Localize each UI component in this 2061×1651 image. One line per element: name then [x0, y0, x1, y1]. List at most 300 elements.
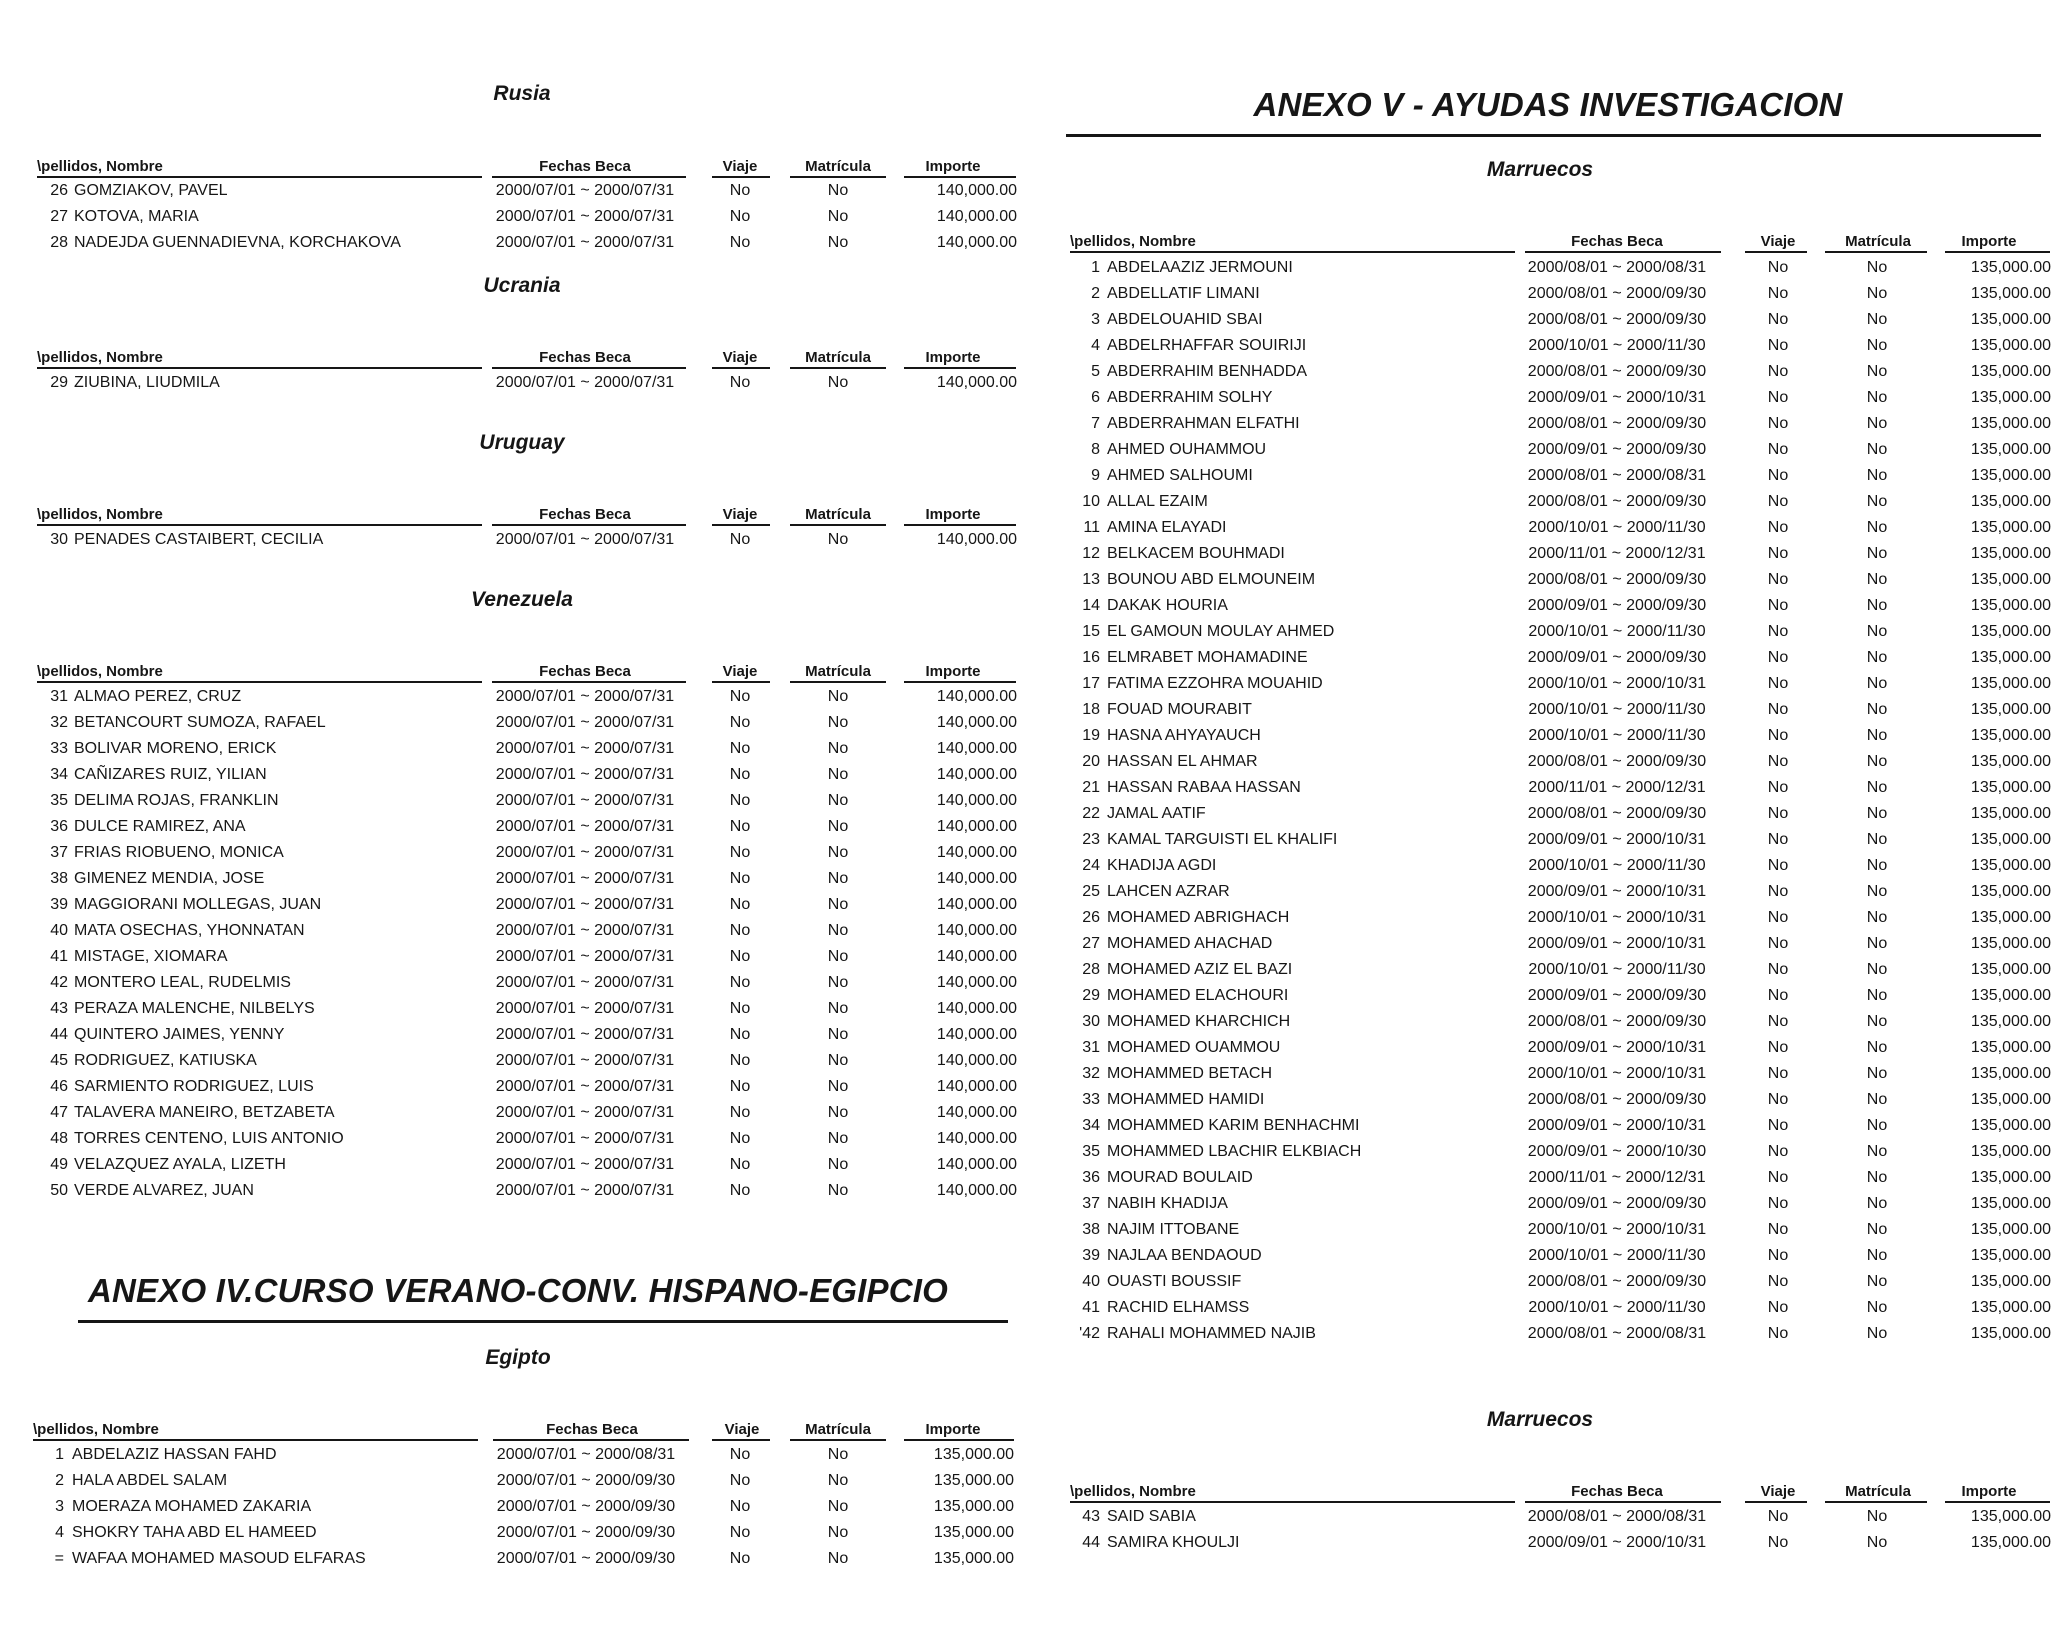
table-row [0, 828, 2061, 854]
row-dates: 2000/07/01 ~ 2000/07/31 [495, 922, 675, 939]
row-name: MOHAMMED KARIM BENHACHMI [1107, 1117, 1360, 1134]
row-tuition: No [1866, 1169, 1888, 1186]
column-header-amount: Importe [925, 506, 981, 523]
row-dates: 2000/08/01 ~ 2000/09/30 [1527, 415, 1707, 432]
row-tuition: No [1866, 1273, 1888, 1290]
row-amount: 135,000.00 [1970, 909, 2051, 926]
header-underline [1070, 1501, 1515, 1503]
row-tuition: No [827, 1104, 849, 1121]
row-dates: 2000/09/01 ~ 2000/10/31 [1527, 1534, 1707, 1551]
row-dates: 2000/09/01 ~ 2000/09/30 [1527, 987, 1707, 1004]
row-name: OUASTI BOUSSIF [1107, 1273, 1242, 1290]
row-travel: No [1767, 337, 1789, 354]
row-name: HASSAN EL AHMAR [1107, 753, 1258, 770]
row-name: ABDELAAZIZ JERMOUNI [1107, 259, 1293, 276]
row-travel: No [729, 1156, 751, 1173]
row-amount: 140,000.00 [936, 1026, 1017, 1043]
column-header-dates: Fechas Beca [539, 506, 631, 523]
column-header-travel: Viaje [1760, 233, 1796, 250]
row-number: 37 [50, 844, 68, 861]
table-row [0, 438, 2061, 464]
row-name: JAMAL AATIF [1107, 805, 1206, 822]
row-amount: 135,000.00 [1970, 1013, 2051, 1030]
row-dates: 2000/08/01 ~ 2000/08/31 [1527, 259, 1707, 276]
row-amount: 140,000.00 [936, 374, 1017, 391]
row-number: 32 [50, 714, 68, 731]
column-header-name: \pellidos, Nombre [37, 506, 163, 523]
row-dates: 2000/08/01 ~ 2000/09/30 [1527, 363, 1707, 380]
row-name: BOUNOU ABD ELMOUNEIM [1107, 571, 1316, 588]
row-travel: No [1767, 1013, 1789, 1030]
row-name: SHOKRY TAHA ABD EL HAMEED [72, 1524, 317, 1541]
row-name: LAHCEN AZRAR [1107, 883, 1230, 900]
row-name: NABIH KHADIJA [1107, 1195, 1228, 1212]
row-amount: 140,000.00 [936, 1182, 1017, 1199]
table-row [0, 360, 2061, 386]
row-name: ABDERRAHIM SOLHY [1107, 389, 1273, 406]
row-name: RAHALI MOHAMMED NAJIB [1107, 1325, 1316, 1342]
column-header-tuition: Matrícula [1845, 1483, 1911, 1500]
column-header-travel: Viaje [722, 158, 758, 175]
row-number: 49 [50, 1156, 68, 1173]
row-number: 20 [1082, 753, 1100, 770]
row-name: MOHAMMED LBACHIR ELKBIACH [1107, 1143, 1362, 1160]
row-travel: No [1767, 311, 1789, 328]
row-tuition: No [1866, 545, 1888, 562]
row-name: NADEJDA GUENNADIEVNA, KORCHAKOVA [74, 234, 401, 251]
row-amount: 135,000.00 [933, 1498, 1014, 1515]
row-dates: 2000/07/01 ~ 2000/09/30 [496, 1524, 676, 1541]
row-travel: No [729, 208, 751, 225]
row-travel: No [729, 948, 751, 965]
row-travel: No [729, 792, 751, 809]
row-dates: 2000/08/01 ~ 2000/08/31 [1527, 1325, 1707, 1342]
row-amount: 135,000.00 [1970, 285, 2051, 302]
table-row [0, 1270, 2061, 1296]
row-dates: 2000/07/01 ~ 2000/07/31 [495, 1000, 675, 1017]
row-number: 2 [55, 1472, 64, 1489]
row-tuition: No [1866, 571, 1888, 588]
row-name: HASSAN RABAA HASSAN [1107, 779, 1301, 796]
row-name: ABDELRHAFFAR SOUIRIJI [1107, 337, 1307, 354]
row-travel: No [729, 870, 751, 887]
row-number: 21 [1082, 779, 1100, 796]
row-number: 37 [1082, 1195, 1100, 1212]
row-tuition: No [1866, 1065, 1888, 1082]
row-travel: No [1767, 467, 1789, 484]
header-underline [1745, 251, 1807, 253]
row-number: 43 [1082, 1508, 1100, 1525]
row-tuition: No [1866, 1039, 1888, 1056]
row-travel: No [729, 688, 751, 705]
row-travel: No [1767, 597, 1789, 614]
row-amount: 135,000.00 [1970, 311, 2051, 328]
row-travel: No [1767, 909, 1789, 926]
row-amount: 135,000.00 [1970, 649, 2051, 666]
row-tuition: No [1866, 285, 1888, 302]
row-dates: 2000/07/01 ~ 2000/07/31 [495, 844, 675, 861]
row-amount: 140,000.00 [936, 844, 1017, 861]
row-tuition: No [827, 1550, 849, 1567]
row-travel: No [1767, 675, 1789, 692]
header-underline [1525, 251, 1721, 253]
row-name: BELKACEM BOUHMADI [1107, 545, 1285, 562]
row-amount: 140,000.00 [936, 1078, 1017, 1095]
column-header-travel: Viaje [1760, 1483, 1796, 1500]
row-amount: 135,000.00 [1970, 779, 2051, 796]
row-amount: 135,000.00 [1970, 675, 2051, 692]
table-row [0, 698, 2061, 724]
row-travel: No [1767, 1247, 1789, 1264]
row-amount: 135,000.00 [1970, 545, 2051, 562]
row-dates: 2000/07/01 ~ 2000/07/31 [495, 740, 675, 757]
table-row [0, 179, 2061, 205]
row-dates: 2000/09/01 ~ 2000/09/30 [1527, 649, 1707, 666]
row-number: 47 [50, 1104, 68, 1121]
row-dates: 2000/07/01 ~ 2000/07/31 [495, 1026, 675, 1043]
row-tuition: No [827, 1078, 849, 1095]
row-tuition: No [827, 1156, 849, 1173]
header-underline [904, 1439, 1014, 1441]
table-row [0, 542, 2061, 568]
row-travel: No [1767, 1065, 1789, 1082]
header-underline [712, 176, 770, 178]
row-amount: 135,000.00 [1970, 1091, 2051, 1108]
header-underline [1825, 251, 1927, 253]
row-dates: 2000/10/01 ~ 2000/10/31 [1527, 1065, 1707, 1082]
row-number: 30 [50, 531, 68, 548]
row-number: 13 [1082, 571, 1100, 588]
row-travel: No [729, 234, 751, 251]
table-row [0, 880, 2061, 906]
table-row [0, 386, 2061, 412]
row-number: 4 [55, 1524, 64, 1541]
row-tuition: No [827, 1052, 849, 1069]
row-tuition: No [1866, 363, 1888, 380]
row-tuition: No [1866, 727, 1888, 744]
row-tuition: No [1866, 857, 1888, 874]
row-name: MISTAGE, XIOMARA [74, 948, 228, 965]
row-travel: No [729, 1078, 751, 1095]
row-tuition: No [1866, 1117, 1888, 1134]
row-dates: 2000/08/01 ~ 2000/09/30 [1527, 805, 1707, 822]
row-number: 17 [1082, 675, 1100, 692]
column-header-tuition: Matrícula [805, 663, 871, 680]
table-row [0, 750, 2061, 776]
row-dates: 2000/07/01 ~ 2000/07/31 [495, 1156, 675, 1173]
row-amount: 140,000.00 [936, 766, 1017, 783]
row-travel: No [1767, 831, 1789, 848]
row-amount: 135,000.00 [1970, 805, 2051, 822]
table-row [0, 464, 2061, 490]
column-header-name: \pellidos, Nombre [1070, 1483, 1196, 1500]
row-name: MOHAMED KHARCHICH [1107, 1013, 1291, 1030]
table-header [0, 1415, 2061, 1441]
row-dates: 2000/07/01 ~ 2000/07/31 [495, 818, 675, 835]
row-dates: 2000/10/01 ~ 2000/11/30 [1528, 1247, 1706, 1264]
table-row [0, 646, 2061, 672]
row-tuition: No [1866, 1013, 1888, 1030]
row-name: MOERAZA MOHAMED ZAKARIA [72, 1498, 312, 1515]
table-row [0, 1296, 2061, 1322]
row-name: ABDELAZIZ HASSAN FAHD [72, 1446, 277, 1463]
row-amount: 140,000.00 [936, 182, 1017, 199]
row-number: 6 [1091, 389, 1100, 406]
row-amount: 135,000.00 [1970, 1299, 2051, 1316]
row-travel: No [1767, 987, 1789, 1004]
row-number: 39 [1082, 1247, 1100, 1264]
row-dates: 2000/07/01 ~ 2000/07/31 [495, 766, 675, 783]
row-travel: No [1767, 1221, 1789, 1238]
table-row [0, 906, 2061, 932]
row-number: 24 [1082, 857, 1100, 874]
row-name: BOLIVAR MORENO, ERICK [74, 740, 277, 757]
header-underline [33, 1439, 478, 1441]
column-header-tuition: Matrícula [805, 158, 871, 175]
row-amount: 135,000.00 [933, 1524, 1014, 1541]
row-tuition: No [1866, 597, 1888, 614]
row-name: HALA ABDEL SALAM [72, 1472, 228, 1489]
row-travel: No [1767, 285, 1789, 302]
row-number: 14 [1082, 597, 1100, 614]
row-name: SAMIRA KHOULJI [1107, 1534, 1240, 1551]
table-row [0, 1443, 2061, 1469]
row-number: 5 [1091, 363, 1100, 380]
row-amount: 135,000.00 [1970, 597, 2051, 614]
column-header-dates: Fechas Beca [539, 349, 631, 366]
column-header-amount: Importe [925, 1421, 981, 1438]
row-number: 28 [1082, 961, 1100, 978]
row-number: 44 [1082, 1534, 1100, 1551]
table-header [0, 1477, 2061, 1503]
row-number: 42 [50, 974, 68, 991]
row-amount: 140,000.00 [936, 1104, 1017, 1121]
row-amount: 140,000.00 [936, 792, 1017, 809]
row-tuition: No [827, 896, 849, 913]
row-amount: 140,000.00 [936, 1130, 1017, 1147]
column-header-tuition: Matrícula [805, 506, 871, 523]
row-number: 33 [1082, 1091, 1100, 1108]
annex-iv-title: ANEXO IV.CURSO VERANO-CONV. HISPANO-EGIPCIO [87, 1272, 949, 1309]
row-dates: 2000/07/01 ~ 2000/07/31 [495, 234, 675, 251]
row-amount: 140,000.00 [936, 208, 1017, 225]
row-name: AMINA ELAYADI [1107, 519, 1227, 536]
row-number: 18 [1082, 701, 1100, 718]
row-dates: 2000/07/01 ~ 2000/07/31 [495, 688, 675, 705]
row-name: MOHAMED AZIZ EL BAZI [1107, 961, 1293, 978]
row-dates: 2000/07/01 ~ 2000/08/31 [496, 1446, 676, 1463]
row-amount: 135,000.00 [1970, 701, 2051, 718]
row-name: AHMED OUHAMMOU [1107, 441, 1267, 458]
row-amount: 135,000.00 [1970, 389, 2051, 406]
row-amount: 140,000.00 [936, 234, 1017, 251]
row-dates: 2000/09/01 ~ 2000/10/31 [1527, 1039, 1707, 1056]
row-name: QUINTERO JAIMES, YENNY [74, 1026, 285, 1043]
row-tuition: No [827, 688, 849, 705]
row-tuition: No [1866, 519, 1888, 536]
row-travel: No [729, 1182, 751, 1199]
row-tuition: No [1866, 1325, 1888, 1342]
row-number: 32 [1082, 1065, 1100, 1082]
header-underline [1525, 1501, 1721, 1503]
row-dates: 2000/07/01 ~ 2000/07/31 [495, 714, 675, 731]
row-travel: No [1767, 259, 1789, 276]
row-number: 22 [1082, 805, 1100, 822]
row-amount: 140,000.00 [936, 740, 1017, 757]
row-tuition: No [1866, 389, 1888, 406]
table-body [0, 1505, 2061, 1557]
row-dates: 2000/10/01 ~ 2000/11/30 [1528, 337, 1706, 354]
row-amount: 135,000.00 [1970, 1169, 2051, 1186]
row-tuition: No [1866, 883, 1888, 900]
row-tuition: No [827, 1524, 849, 1541]
row-travel: No [1767, 1299, 1789, 1316]
row-tuition: No [827, 1000, 849, 1017]
row-amount: 140,000.00 [936, 870, 1017, 887]
row-number: 1 [1091, 259, 1100, 276]
row-amount: 140,000.00 [936, 922, 1017, 939]
row-amount: 135,000.00 [933, 1446, 1014, 1463]
row-dates: 2000/09/01 ~ 2000/10/31 [1527, 935, 1707, 952]
table-row [0, 1010, 2061, 1036]
table-row [0, 672, 2061, 698]
row-travel: No [1767, 701, 1789, 718]
row-name: ALLAL EZAIM [1107, 493, 1208, 510]
row-number: '42 [1079, 1325, 1100, 1342]
row-travel: No [729, 818, 751, 835]
row-name: DULCE RAMIREZ, ANA [74, 818, 246, 835]
table-row [0, 568, 2061, 594]
row-name: PERAZA MALENCHE, NILBELYS [74, 1000, 315, 1017]
row-number: 33 [50, 740, 68, 757]
row-tuition: No [827, 870, 849, 887]
row-travel: No [1767, 1143, 1789, 1160]
table-row [0, 932, 2061, 958]
row-dates: 2000/07/01 ~ 2000/07/31 [495, 182, 675, 199]
row-dates: 2000/09/01 ~ 2000/10/31 [1527, 883, 1707, 900]
table-row [0, 1088, 2061, 1114]
row-amount: 140,000.00 [936, 948, 1017, 965]
row-number: 29 [50, 374, 68, 391]
row-dates: 2000/09/01 ~ 2000/10/31 [1527, 389, 1707, 406]
row-travel: No [729, 1550, 751, 1567]
row-dates: 2000/08/01 ~ 2000/09/30 [1527, 753, 1707, 770]
row-travel: No [729, 1052, 751, 1069]
row-number: 15 [1082, 623, 1100, 640]
column-header-tuition: Matrícula [805, 349, 871, 366]
row-tuition: No [1866, 1091, 1888, 1108]
row-tuition: No [1866, 805, 1888, 822]
row-travel: No [1767, 961, 1789, 978]
row-dates: 2000/08/01 ~ 2000/09/30 [1527, 1013, 1707, 1030]
table-row [0, 308, 2061, 334]
row-name: MOHAMED ABRIGHACH [1107, 909, 1290, 926]
row-name: ELMRABET MOHAMADINE [1107, 649, 1308, 666]
row-name: VERDE ALVAREZ, JUAN [74, 1182, 254, 1199]
table-row [0, 776, 2061, 802]
row-tuition: No [1866, 987, 1888, 1004]
country-heading-rusia: Rusia [493, 82, 551, 105]
row-tuition: No [827, 1026, 849, 1043]
row-travel: No [729, 1026, 751, 1043]
header-underline [712, 1439, 770, 1441]
row-dates: 2000/07/01 ~ 2000/09/30 [496, 1550, 676, 1567]
row-tuition: No [1866, 753, 1888, 770]
column-header-amount: Importe [1961, 1483, 2017, 1500]
table-row [0, 594, 2061, 620]
row-name: MOHAMMED BETACH [1107, 1065, 1273, 1082]
row-amount: 135,000.00 [1970, 1247, 2051, 1264]
row-number: 45 [50, 1052, 68, 1069]
row-number: 34 [50, 766, 68, 783]
row-amount: 135,000.00 [933, 1472, 1014, 1489]
row-dates: 2000/07/01 ~ 2000/07/31 [495, 1052, 675, 1069]
country-heading-marruecos-2: Marruecos [1486, 1408, 1594, 1431]
row-tuition: No [827, 1182, 849, 1199]
row-name: KHADIJA AGDI [1107, 857, 1217, 874]
table-row [0, 282, 2061, 308]
row-amount: 135,000.00 [1970, 623, 2051, 640]
row-travel: No [1767, 1169, 1789, 1186]
row-name: FATIMA EZZOHRA MOUAHID [1107, 675, 1323, 692]
row-tuition: No [1866, 779, 1888, 796]
column-header-dates: Fechas Beca [539, 663, 631, 680]
row-tuition: No [827, 1472, 849, 1489]
row-name: ZIUBINA, LIUDMILA [74, 374, 220, 391]
row-amount: 140,000.00 [936, 818, 1017, 835]
row-number: 44 [50, 1026, 68, 1043]
row-tuition: No [827, 974, 849, 991]
row-tuition: No [1866, 1534, 1888, 1551]
header-underline [1745, 1501, 1807, 1503]
table-row [0, 1114, 2061, 1140]
row-travel: No [1767, 415, 1789, 432]
header-underline [1070, 251, 1515, 253]
row-amount: 135,000.00 [1970, 259, 2051, 276]
row-name: ALMAO PEREZ, CRUZ [74, 688, 242, 705]
row-travel: No [1767, 779, 1789, 796]
row-name: MOHAMMED HAMIDI [1107, 1091, 1265, 1108]
row-dates: 2000/07/01 ~ 2000/07/31 [495, 948, 675, 965]
row-name: KOTOVA, MARIA [74, 208, 199, 225]
row-tuition: No [1866, 675, 1888, 692]
row-tuition: No [827, 844, 849, 861]
row-name: FRIAS RIOBUENO, MONICA [74, 844, 284, 861]
row-amount: 135,000.00 [1970, 1117, 2051, 1134]
row-travel: No [729, 766, 751, 783]
row-amount: 135,000.00 [1970, 1143, 2051, 1160]
header-underline [493, 1439, 689, 1441]
row-tuition: No [827, 1446, 849, 1463]
row-name: SARMIENTO RODRIGUEZ, LUIS [74, 1078, 314, 1095]
row-dates: 2000/07/01 ~ 2000/07/31 [495, 1130, 675, 1147]
row-travel: No [1767, 545, 1789, 562]
row-amount: 135,000.00 [1970, 1065, 2051, 1082]
row-amount: 135,000.00 [1970, 1273, 2051, 1290]
row-travel: No [1767, 389, 1789, 406]
row-number: 40 [50, 922, 68, 939]
row-tuition: No [1866, 337, 1888, 354]
row-number: 27 [50, 208, 68, 225]
row-amount: 135,000.00 [1970, 961, 2051, 978]
column-header-name: \pellidos, Nombre [37, 663, 163, 680]
row-amount: 135,000.00 [1970, 415, 2051, 432]
table-header [0, 227, 2061, 253]
row-dates: 2000/08/01 ~ 2000/08/31 [1527, 467, 1707, 484]
table-body [0, 256, 2061, 1348]
row-name: MOHAMED OUAMMOU [1107, 1039, 1281, 1056]
country-heading-egipto: Egipto [485, 1346, 551, 1369]
